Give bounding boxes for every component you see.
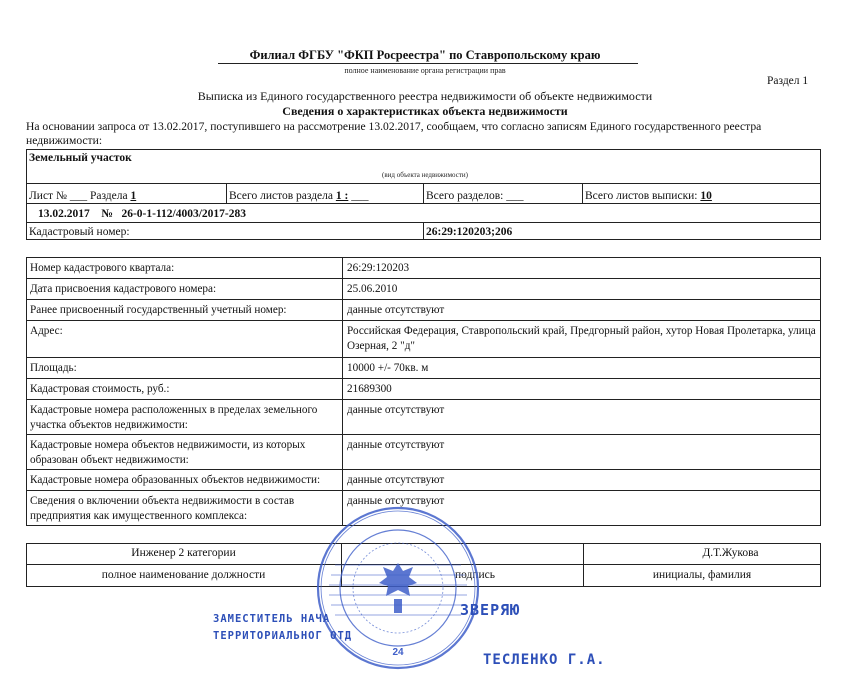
row-value: 10000 +/- 70кв. м <box>347 362 429 374</box>
total-sheets-section-value: 1 : <box>335 190 349 202</box>
record-no-label: № <box>101 208 113 220</box>
divider <box>423 222 424 240</box>
divider <box>26 378 821 379</box>
sheet-section-value: 1 <box>130 190 137 202</box>
total-sections: Всего разделов: ___ <box>426 190 524 202</box>
divider <box>26 299 821 300</box>
row-value: данные отсутствуют <box>347 474 445 486</box>
cadastral-value: 26:29:120203;206 <box>426 226 513 238</box>
divider <box>26 278 821 279</box>
org-underline <box>218 63 638 64</box>
object-type: Земельный участок <box>29 152 132 164</box>
org-caption: полное наименование органа регистрации прав <box>344 66 506 75</box>
section-label: Раздел 1 <box>767 75 809 87</box>
row-label: Площадь: <box>30 362 77 374</box>
row-value: Российская Федерация, Ставропольский край, Предгорный район, хутор Новая Пролетарка, улица Озерная, 2 "д" <box>347 325 816 352</box>
divider <box>26 399 821 400</box>
row-value: 26:29:120203 <box>347 262 410 274</box>
total-sheets-text: Всего листов выписки: <box>585 190 698 202</box>
row-value: данные отсутствуют <box>347 495 445 507</box>
divider <box>26 434 821 435</box>
position-caption: полное наименование должности <box>101 569 266 581</box>
row-label: Кадастровые номера объектов недвижимости, из которых образован объект недвижимости: <box>30 439 306 466</box>
total-sheets-section-text: Всего листов раздела <box>229 190 333 202</box>
round-seal <box>315 505 481 671</box>
signer-name: Д.Т.Жукова <box>702 547 759 559</box>
record-date: 13.02.2017 <box>38 208 90 220</box>
document-title: Выписка из Единого государственного реестра недвижимости об объекте недвижимости <box>197 89 653 103</box>
total-sections-text: Всего разделов: <box>426 190 504 202</box>
sheet-no-label: Лист № ___ Раздела 1 <box>29 190 137 202</box>
cadastral-label: Кадастровый номер: <box>29 226 130 238</box>
row-value: 25.06.2010 <box>347 283 398 295</box>
stamp-line-1: ЗАМЕСТИТЕЛЬ НАЧА <box>213 613 331 625</box>
row-label: Дата присвоения кадастрового номера: <box>30 283 217 295</box>
divider <box>26 490 821 491</box>
row-label: Ранее присвоенный государственный учетный номер: <box>30 304 287 316</box>
divider <box>226 183 227 203</box>
stamp-line-4: ТЕСЛЕНКО Г.А. <box>483 652 606 668</box>
signer-position: Инженер 2 категории <box>131 547 236 559</box>
seal-number: 24 <box>392 647 404 658</box>
document-subtitle: Сведения о характеристиках объекта недвижимости <box>282 104 568 118</box>
row-label: Кадастровые номера образованных объектов недвижимости: <box>30 474 321 486</box>
stamp-line-3: ЗВЕРЯЮ <box>460 601 521 619</box>
total-sheets <box>585 190 712 202</box>
total-sheets-section: Всего листов раздела 1 : ___ <box>229 190 369 202</box>
row-label: Адрес: <box>30 325 63 337</box>
row-label: Кадастровые номера расположенных в пределах земельного участка объектов недвижимости: <box>30 404 318 431</box>
basis-line-2: недвижимости: <box>26 134 103 147</box>
total-sheets-value: 10 <box>700 190 712 202</box>
record-line <box>38 208 246 220</box>
divider <box>26 203 821 204</box>
divider <box>26 320 821 321</box>
row-value: 21689300 <box>347 383 392 395</box>
row-value: данные отсутствуют <box>347 439 445 451</box>
row-value: данные отсутствуют <box>347 304 445 316</box>
row-label: Кадастровая стоимость, руб.: <box>30 383 170 395</box>
signature-caption: подпись <box>454 569 496 581</box>
divider <box>26 357 821 358</box>
row-label: Номер кадастрового квартала: <box>30 262 175 274</box>
org-name: Филиал ФГБУ "ФКП Росреестра" по Ставропольскому краю <box>249 48 601 62</box>
name-caption: инициалы, фамилия <box>652 569 752 581</box>
row-value: данные отсутствуют <box>347 404 445 416</box>
basis-line-1: На основании запроса от 13.02.2017, поступившего на рассмотрение 13.02.2017, сообщаем, что согласно записям Единого государственного реестра <box>26 120 762 133</box>
row-label: Сведения о включении объекта недвижимости в состав предприятия как имущественного комплекса: <box>30 495 295 522</box>
stamp-line-2: ТЕРРИТОРИАЛЬНОГ ОТД <box>213 630 353 642</box>
divider <box>423 183 424 203</box>
divider <box>26 469 821 470</box>
sheet-no-text: Лист № <box>29 190 67 202</box>
sheet-section-text: Раздела <box>89 190 128 202</box>
object-type-caption: (вид объекта недвижимости) <box>382 171 468 179</box>
record-number: 26-0-1-112/4003/2017-283 <box>121 208 247 220</box>
divider <box>582 183 583 203</box>
